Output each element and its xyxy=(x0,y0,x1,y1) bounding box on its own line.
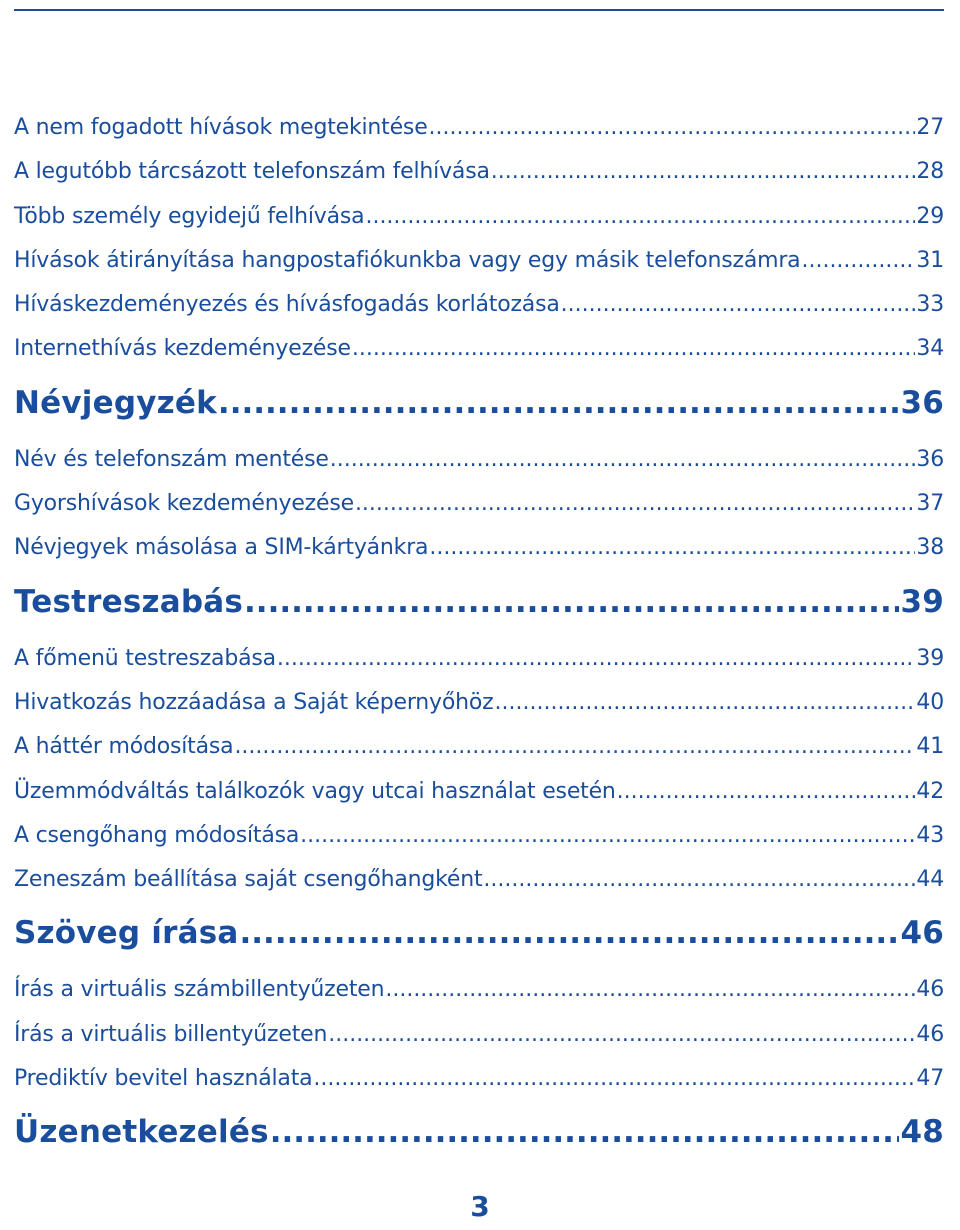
dot-leader xyxy=(483,858,915,902)
toc-entry-title: Írás a virtuális számbillentyűzeten xyxy=(14,977,385,1003)
toc-entry-page: 33 xyxy=(916,292,944,318)
toc-entry[interactable] xyxy=(14,637,944,681)
toc-entry-page: 27 xyxy=(916,115,944,140)
toc-section-title: Szöveg írása xyxy=(14,915,239,952)
toc-section-title: Üzenetkezelés xyxy=(14,1114,269,1151)
toc-entry-page: 41 xyxy=(916,734,944,760)
dot-leader xyxy=(491,150,916,194)
dot-leader xyxy=(561,283,916,327)
dot-leader xyxy=(495,681,916,725)
toc-entry-title: Több személy egyidejű felhívása xyxy=(14,203,365,229)
dot-leader xyxy=(313,1057,915,1101)
top-divider xyxy=(14,9,944,11)
toc-entry[interactable] xyxy=(14,195,944,239)
toc-entry-page: 36 xyxy=(916,446,944,472)
toc-entry[interactable] xyxy=(14,327,944,371)
toc-entry-title: Üzemmódváltás találkozók vagy utcai használat esetén xyxy=(14,778,616,804)
toc-section-heading[interactable] xyxy=(14,1101,944,1167)
dot-leader xyxy=(277,637,915,681)
toc-entry[interactable] xyxy=(14,814,944,858)
table-of-contents xyxy=(14,106,944,1167)
dot-leader xyxy=(218,372,900,434)
dot-leader xyxy=(330,438,916,482)
toc-entry-page: 37 xyxy=(916,491,944,517)
toc-entry-title: Internethívás kezdeményezése xyxy=(14,336,351,362)
toc-entry-page: 46 xyxy=(916,977,944,1003)
toc-entry-title: Írás a virtuális billentyűzeten xyxy=(14,1021,328,1047)
toc-entry-title: A főmenü testreszabása xyxy=(14,645,276,671)
toc-entry[interactable] xyxy=(14,482,944,526)
toc-entry[interactable] xyxy=(14,681,944,725)
toc-section-page: 36 xyxy=(900,384,944,421)
toc-entry-title: Hívások átirányítása hangpostafiókunkba vagy egy másik telefonszámra xyxy=(14,247,801,273)
toc-entry[interactable] xyxy=(14,858,944,902)
toc-entry-title: Gyorshívások kezdeményezése xyxy=(14,491,354,517)
dot-leader xyxy=(429,106,916,150)
toc-section-heading[interactable] xyxy=(14,571,944,637)
toc-entry-page: 38 xyxy=(916,535,944,561)
toc-entry[interactable] xyxy=(14,150,944,194)
dot-leader xyxy=(234,725,915,769)
toc-section-title: Névjegyzék xyxy=(14,384,217,421)
toc-entry-page: 46 xyxy=(916,1021,944,1047)
toc-entry-page: 29 xyxy=(916,203,944,229)
dot-leader xyxy=(385,968,915,1012)
toc-entry-title: A nem fogadott hívások megtekintése xyxy=(14,115,428,140)
toc-entry-page: 31 xyxy=(916,247,944,273)
dot-leader xyxy=(801,239,915,283)
toc-entry-title: A legutóbb tárcsázott telefonszám felhívása xyxy=(14,159,490,185)
toc-entry[interactable] xyxy=(14,770,944,814)
dot-leader xyxy=(240,902,900,964)
toc-entry[interactable] xyxy=(14,1057,944,1101)
dot-leader xyxy=(365,195,915,239)
toc-entry-title: Zeneszám beállítása saját csengőhangként xyxy=(14,867,483,893)
dot-leader xyxy=(300,814,915,858)
toc-entry[interactable] xyxy=(14,725,944,769)
toc-section-page: 48 xyxy=(900,1114,944,1151)
dot-leader xyxy=(270,1101,900,1163)
dot-leader xyxy=(244,571,899,633)
toc-entry[interactable] xyxy=(14,526,944,570)
dot-leader xyxy=(617,770,916,814)
toc-section-page: 46 xyxy=(900,915,944,952)
toc-entry[interactable] xyxy=(14,438,944,482)
toc-entry-title: Névjegyek másolása a SIM-kártyánkra xyxy=(14,535,429,561)
toc-entry-title: Név és telefonszám mentése xyxy=(14,446,329,472)
toc-entry-title: A háttér módosítása xyxy=(14,734,234,760)
toc-entry-page: 40 xyxy=(916,689,944,715)
toc-entry-title: Híváskezdeményezés és hívásfogadás korlátozása xyxy=(14,292,560,318)
toc-entry-page: 47 xyxy=(916,1066,944,1092)
toc-section-page: 39 xyxy=(900,583,944,620)
toc-entry[interactable] xyxy=(14,1013,944,1057)
toc-section-heading[interactable] xyxy=(14,372,944,438)
toc-entry-title: A csengőhang módosítása xyxy=(14,822,300,848)
toc-entry[interactable] xyxy=(14,968,944,1012)
dot-leader xyxy=(355,482,915,526)
toc-entry-title: Prediktív bevitel használata xyxy=(14,1066,313,1092)
dot-leader xyxy=(429,526,915,570)
dot-leader xyxy=(352,327,916,371)
toc-entry-page: 28 xyxy=(916,159,944,185)
toc-section-title: Testreszabás xyxy=(14,583,244,620)
toc-entry[interactable] xyxy=(14,106,944,150)
toc-entry-page: 44 xyxy=(916,867,944,893)
toc-entry-page: 42 xyxy=(916,778,944,804)
toc-entry[interactable] xyxy=(14,239,944,283)
toc-entry-page: 39 xyxy=(916,645,944,671)
toc-entry[interactable] xyxy=(14,283,944,327)
page-number: 3 xyxy=(470,1190,490,1223)
toc-section-heading[interactable] xyxy=(14,902,944,968)
toc-entry-title: Hivatkozás hozzáadása a Saját képernyőhöz xyxy=(14,689,494,715)
toc-entry-page: 34 xyxy=(916,336,944,362)
toc-entry-page: 43 xyxy=(916,822,944,848)
dot-leader xyxy=(328,1013,915,1057)
